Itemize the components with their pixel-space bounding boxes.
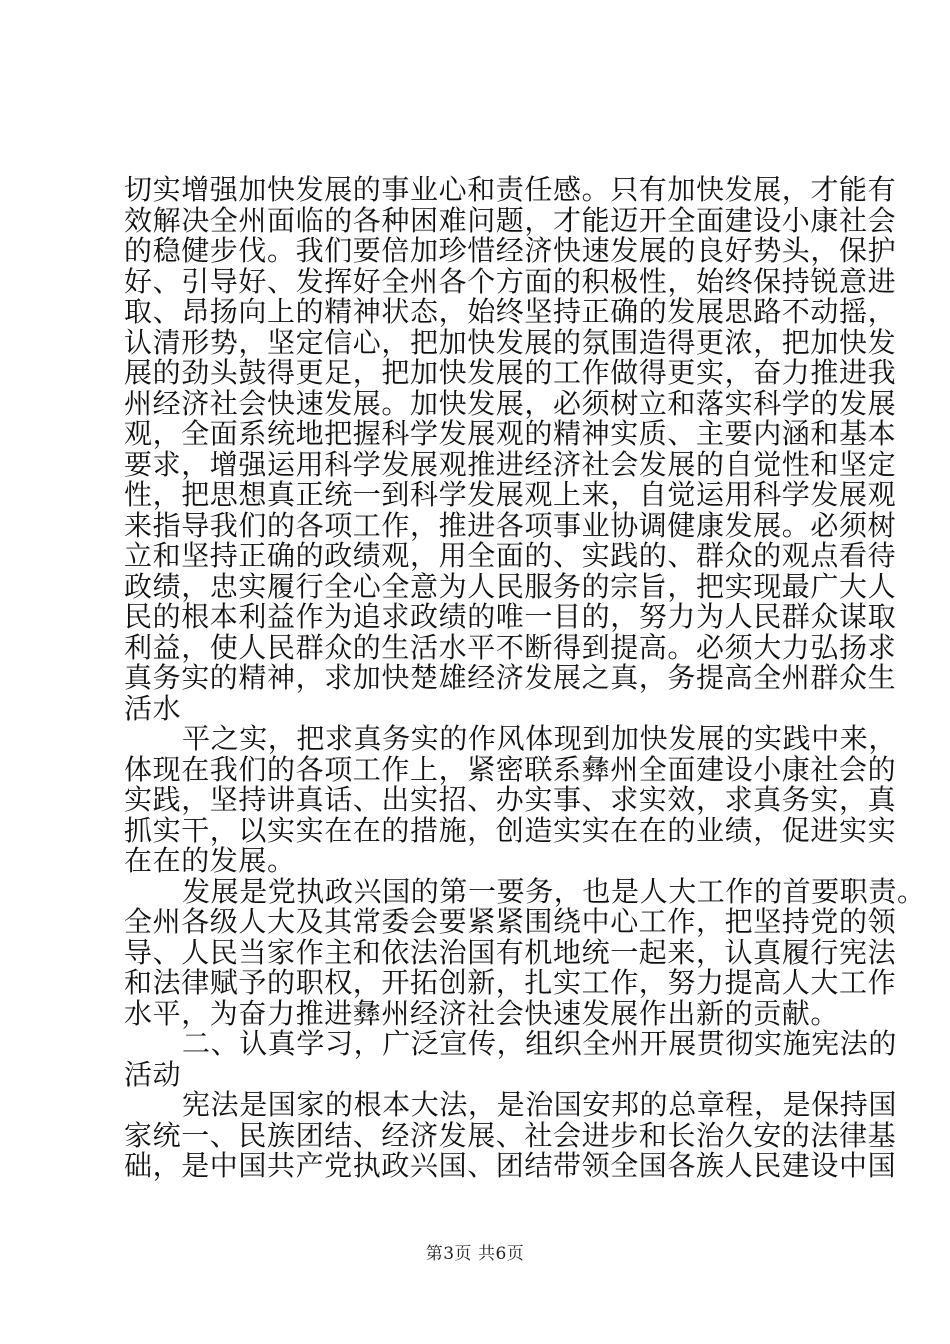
- body-text-line: 宪法是国家的根本大法，是治国安邦的总章程，是保持国: [182, 1088, 898, 1121]
- body-text-line: 全州各级人大及其常委会要紧紧围绕中心工作，把坚持党的领: [124, 905, 897, 938]
- body-text-line: 真务实的精神，求加快楚雄经济发展之真，务提高全州群众生: [124, 661, 897, 694]
- body-text-line: 体现在我们的各项工作上，紧密联系彝州全面建设小康社会的: [124, 753, 897, 786]
- body-text-line: 展的劲头鼓得更足，把加快发展的工作做得更实，奋力推进我: [124, 356, 897, 389]
- body-text-line: 性，把思想真正统一到科学发展观上来，自觉运用科学发展观: [124, 478, 897, 511]
- body-text-line: 和法律赋予的职权，开拓创新，扎实工作，努力提高人大工作: [124, 966, 897, 999]
- body-text-line: 在在的发展。: [124, 844, 296, 877]
- page-number-footer: 第3页 共6页: [425, 1244, 525, 1264]
- body-text-line: 认清形势，坚定信心，把加快发展的氛围造得更浓，把加快发: [124, 326, 897, 359]
- body-text-line: 州经济社会快速发展。加快发展，必须树立和落实科学的发展: [124, 387, 897, 420]
- body-text-line: 民的根本利益作为追求政绩的唯一目的，努力为人民群众谋取: [124, 600, 897, 633]
- body-text-line: 家统一、民族团结、经济发展、社会进步和长治久安的法律基: [124, 1119, 897, 1152]
- body-text-line: 效解决全州面临的各种困难问题，才能迈开全面建设小康社会: [124, 204, 897, 237]
- body-text-line: 实践，坚持讲真话、出实招、办实事、求实效，求真务实，真: [124, 783, 897, 816]
- body-text-line: 的稳健步伐。我们要倍加珍惜经济快速发展的良好势头，保护: [124, 234, 897, 267]
- section-heading: 活动: [124, 1058, 182, 1091]
- body-text-line: 导、人民当家作主和依法治国有机地统一起来，认真履行宪法: [124, 936, 897, 969]
- body-text-line: 切实增强加快发展的事业心和责任感。只有加快发展，才能有: [124, 173, 897, 206]
- body-text-line: 利益，使人民群众的生活水平不断得到提高。必须大力弘扬求: [124, 631, 897, 664]
- body-text-line: 平之实，把求真务实的作风体现到加快发展的实践中来，: [182, 722, 898, 755]
- body-text-line: 政绩，忠实履行全心全意为人民服务的宗旨，把实现最广大人: [124, 570, 897, 603]
- body-text-line: 活水: [124, 692, 182, 725]
- body-text-line: 立和坚持正确的政绩观，用全面的、实践的、群众的观点看待: [124, 539, 897, 572]
- section-heading: 二、认真学习，广泛宣传，组织全州开展贯彻实施宪法的: [182, 1027, 898, 1060]
- body-text-line: 发展是党执政兴国的第一要务，也是人大工作的首要职责。: [182, 875, 926, 908]
- body-text-line: 取、昂扬向上的精神状态，始终坚持正确的发展思路不动摇，: [124, 295, 897, 328]
- body-text-line: 础，是中国共产党执政兴国、团结带领全国各族人民建设中国: [124, 1149, 897, 1182]
- body-text-line: 抓实干，以实实在在的措施，创造实实在在的业绩，促进实实: [124, 814, 897, 847]
- body-text-line: 观，全面系统地把握科学发展观的精神实质、主要内涵和基本: [124, 417, 897, 450]
- body-text-line: 要求，增强运用科学发展观推进经济社会发展的自觉性和坚定: [124, 448, 897, 481]
- body-text-line: 好、引导好、发挥好全州各个方面的积极性，始终保持锐意进: [124, 265, 897, 298]
- body-text-line: 水平，为奋力推进彝州经济社会快速发展作出新的贡献。: [124, 997, 840, 1030]
- body-text-line: 来指导我们的各项工作，推进各项事业协调健康发展。必须树: [124, 509, 897, 542]
